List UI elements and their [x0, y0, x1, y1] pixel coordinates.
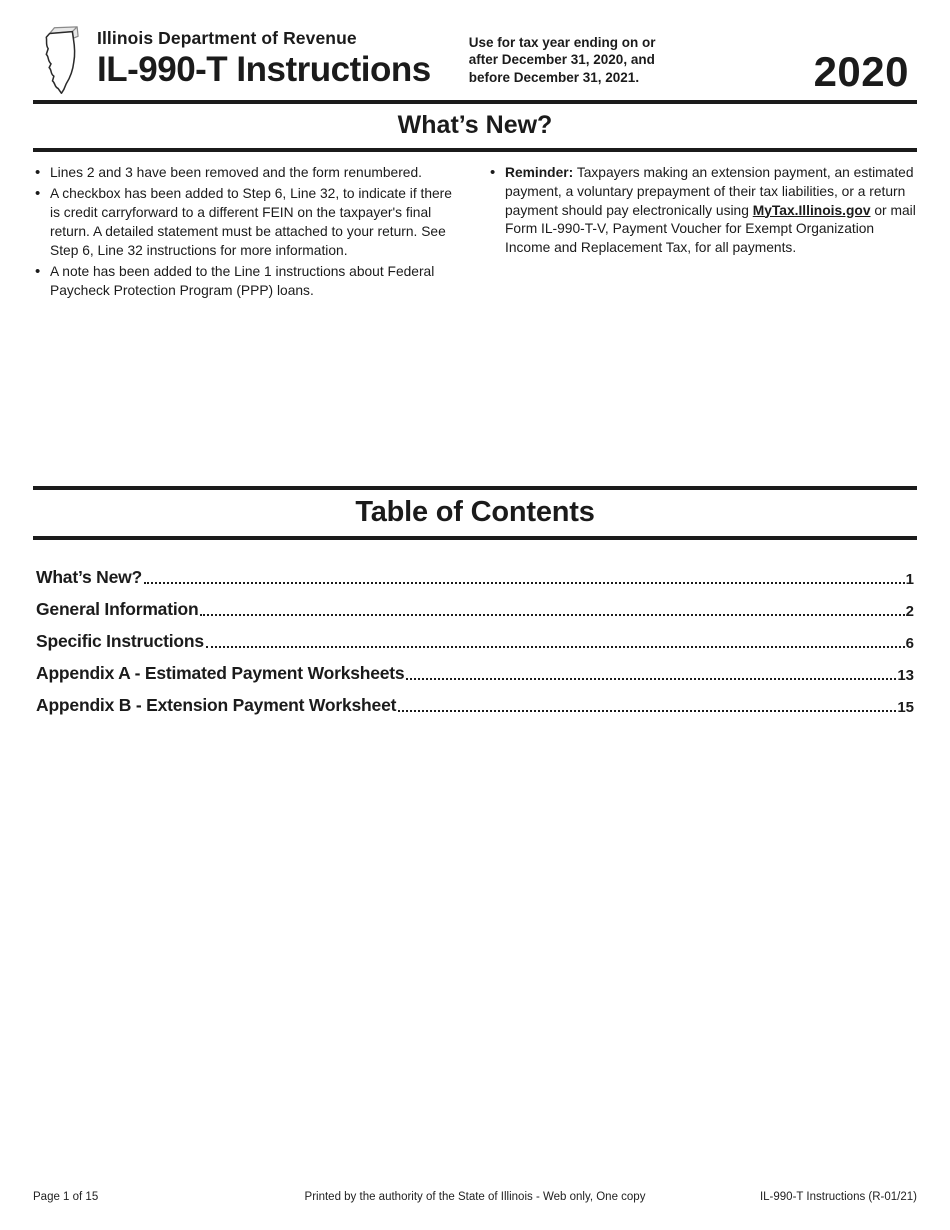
list-item: [33, 263, 462, 301]
whats-new-rule: [33, 148, 917, 152]
dot-leader: [144, 582, 905, 584]
tax-year: 2020: [813, 48, 909, 95]
toc-entry-label: Specific Instructions: [36, 631, 204, 651]
whats-new-right-list: [488, 164, 917, 486]
tax-year-note-line2: after December 31, 2020, and: [468, 52, 655, 68]
toc-entry-page: 1: [905, 571, 914, 588]
page-number: Page 1 of 15: [33, 1191, 99, 1203]
header-titles: [97, 26, 431, 90]
list-item: [33, 164, 462, 183]
toc-entry: [36, 620, 914, 652]
list-item: [33, 185, 462, 260]
bullet-text: Taxpayers making an extension payment, an estimated payment, a voluntary prepayment of their tax liabilities, or a return payment should pay electronically using: [505, 165, 914, 218]
whats-new-columns: [33, 164, 917, 486]
document-footer: [33, 1191, 917, 1203]
dot-leader: [206, 646, 905, 648]
dot-leader: [398, 710, 896, 712]
tax-year-note: [469, 34, 679, 86]
toc-entry-label: General Information: [36, 599, 199, 619]
mytax-illinois-link[interactable]: MyTax.Illinois.gov: [752, 202, 871, 218]
form-reference: IL-990-T Instructions (R-01/21): [759, 1191, 917, 1203]
toc-entry: [36, 588, 914, 620]
dot-leader: [200, 614, 904, 616]
reminder-label: Reminder:: [505, 165, 574, 180]
whats-new-heading: What’s New?: [397, 111, 553, 139]
bullet-text: Lines 2 and 3 have been removed and the form renumbered.: [50, 165, 422, 180]
toc-entry-label: Appendix A - Estimated Payment Worksheets: [36, 663, 405, 683]
table-of-contents: [33, 486, 917, 716]
tax-year-note-line1: Use for tax year ending on or: [468, 35, 656, 50]
toc-entry-label: What’s New?: [36, 567, 143, 587]
toc-rule-bottom: [33, 536, 917, 540]
agency-name: Illinois Department of Revenue: [97, 28, 357, 48]
print-authority-note: Printed by the authority of the State of Illinois - Web only, One copy: [304, 1191, 646, 1203]
form-title: IL-990-T Instructions: [97, 50, 431, 89]
dot-leader: [406, 678, 896, 680]
tax-year-note-line3: before December 31, 2021.: [468, 69, 640, 85]
toc-entry: [36, 684, 914, 716]
toc-entry-page: 2: [905, 603, 914, 620]
toc-entry: [36, 556, 914, 588]
toc-entry-page: 15: [897, 699, 914, 716]
toc-entry: [36, 652, 914, 684]
whats-new-left-list: [33, 164, 462, 486]
document-header: [33, 26, 917, 100]
illinois-state-outline-icon: [33, 24, 89, 98]
toc-entry-page: 13: [897, 667, 914, 684]
bullet-text: A checkbox has been added to Step 6, Line 32, to indicate if there is credit carryforward to a different FEIN on the taxpayer's final return. A detailed statement must be attached to your return. See Step 6, Line 32 instructions for more information.: [50, 186, 452, 258]
toc-list: [33, 556, 917, 716]
toc-entry-page: 6: [905, 635, 914, 652]
toc-entry-label: Appendix B - Extension Payment Worksheet: [36, 695, 397, 715]
list-item: [488, 164, 917, 258]
toc-heading: Table of Contents: [355, 496, 595, 528]
bullet-text: A note has been added to the Line 1 instructions about Federal Paycheck Protection Program (PPP) loans.: [50, 263, 435, 298]
bullet-text: or mail Form IL-990-T-V, Payment Voucher for Exempt Organization Income and Replacement Tax, for all payments.: [505, 202, 916, 255]
